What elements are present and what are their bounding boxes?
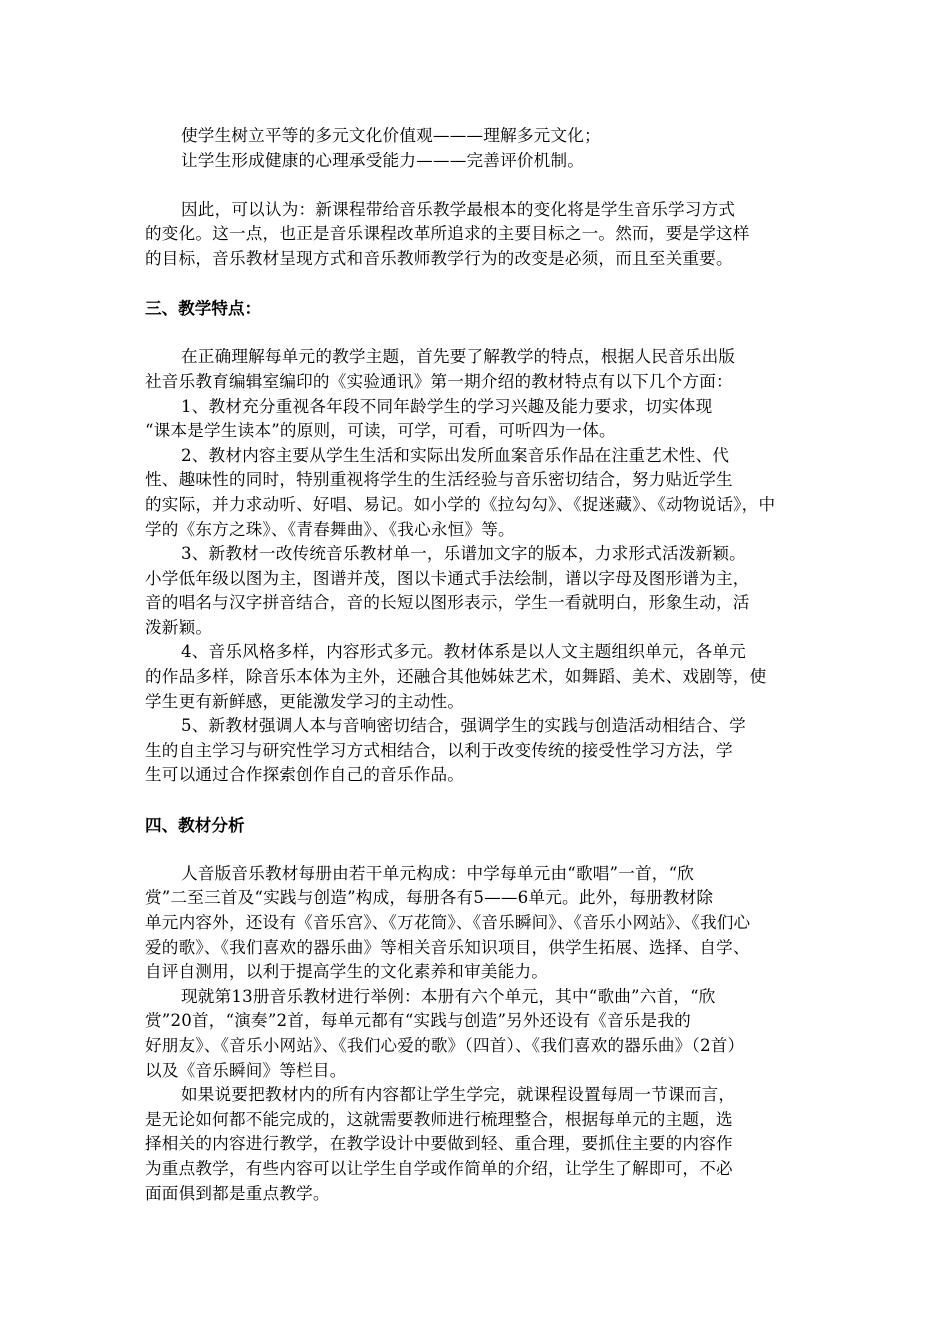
point3-line-2: 小学低年级以图为主，图谱并茂，图以卡通式手法绘制，谱以字母及图形谱为主，: [145, 568, 750, 588]
section3-lead-line-1: 在正确理解每单元的教学主题，首先要了解教学的特点，根据人民音乐出版: [181, 347, 736, 367]
point5-line-3: 生可以通过合作探索创作自己的音乐作品。: [145, 765, 465, 785]
analysis-para3-line-5: 面面俱到都是重点教学。: [145, 1183, 330, 1203]
point2-line-3: 的实际，并力求动听、好唱、易记。如小学的《拉勾勾》、《捉迷藏》、《动物说话》，中: [145, 494, 776, 514]
analysis-para3-line-1: 如果说要把教材内的所有内容都让学生学完，就课程设置每周一节课而言，: [181, 1085, 736, 1105]
intro-line-2: 让学生形成健康的心理承受能力———完善评价机制。: [181, 150, 585, 170]
point4-line-3: 学生更有新鲜感，更能激发学习的主动性。: [145, 691, 465, 711]
point5-line-2: 生的自主学习与研究性学习方式相结合，以利于改变传统的接受性学习方法，学: [145, 740, 733, 760]
point3-line-3: 音的唱名与汉字拼音结合，音的长短以图形表示，学生一看就明白，形象生动，活: [145, 593, 750, 613]
section-heading-teaching-features: 三、教学特点：: [145, 298, 262, 319]
conclusion-line-3: 的目标，音乐教材呈现方式和音乐教师教学行为的改变是必须，而且至关重要。: [145, 248, 733, 268]
conclusion-line-2: 的变化。这一点，也正是音乐课程改革所追求的主要目标之一。然而，要是学这样: [145, 224, 750, 244]
point3-line-1: 3、新教材一改传统音乐教材单一，乐谱加文字的版本，力求形式活泼新颖。: [181, 544, 746, 564]
analysis-para2-line-4: 以及《音乐瞬间》等栏目。: [145, 1060, 347, 1080]
section-heading-textbook-analysis: 四、教材分析: [145, 814, 245, 835]
analysis-para1-line-1: 人音版音乐教材每册由若干单元构成：中学每单元由“歌唱”一首，“欣: [181, 863, 695, 883]
conclusion-line-1: 因此，可以认为：新课程带给音乐教学最根本的变化将是学生音乐学习方式: [181, 199, 736, 219]
analysis-para2-line-2: 赏”20首，“演奏”2首，每单元都有“实践与创造”另外还设有《音乐是我的: [145, 1011, 691, 1031]
point1-line-2: “课本是学生读本”的原则，可读，可学，可看，可听四为一体。: [145, 421, 616, 441]
point4-line-1: 4、音乐风格多样，内容形式多元。教材体系是以人文主题组织单元，各单元: [181, 642, 746, 662]
point3-line-4: 泼新颖。: [145, 617, 213, 637]
section3-lead-line-2: 社音乐教育编辑室编印的《实验通讯》第一期介绍的教材特点有以下几个方面：: [145, 371, 733, 391]
analysis-para3-line-3: 择相关的内容进行教学，在教学设计中要做到轻、重合理，要抓住主要的内容作: [145, 1134, 733, 1154]
point1-line-1: 1、教材充分重视各年段不同年龄学生的学习兴趣及能力要求，切实体现: [181, 396, 713, 416]
point5-line-1: 5、新教材强调人本与音响密切结合，强调学生的实践与创造活动相结合、学: [181, 716, 746, 736]
analysis-para1-line-3: 单元内容外，还设有《音乐宫》、《万花筒》、《音乐瞬间》、《音乐小网站》、《我们心: [145, 913, 751, 932]
point4-line-2: 的作品多样，除音乐本体为主外，还融合其他姊妹艺术，如舞蹈、美术、戏剧等，使: [145, 667, 767, 687]
analysis-para3-line-2: 是无论如何都不能完成的，这就需要教师进行梳理整合，根据每单元的主题，选: [145, 1109, 733, 1129]
point2-line-4: 学的《东方之珠》、《青春舞曲》、《我心永恒》等。: [145, 519, 515, 539]
analysis-para1-line-4: 爱的歌》、《我们喜欢的器乐曲》等相关音乐知识项目，供学生拓展、选择、自学、: [145, 937, 750, 957]
point2-line-1: 2、教材内容主要从学生生活和实际出发所血案音乐作品在注重艺术性、代: [181, 445, 730, 465]
point2-line-2: 性、趣味性的同时，特别重视将学生的生活经验与音乐密切结合，努力贴近学生: [145, 470, 733, 490]
intro-line-1: 使学生树立平等的多元文化价值观———理解多元文化；: [181, 126, 601, 145]
analysis-para1-line-2: 赏”二至三首及“实践与创造”构成，每册各有5——6单元。此外，每册教材除: [145, 888, 714, 908]
analysis-para1-line-5: 自评自测用，以利于提高学生的文化素养和审美能力。: [145, 962, 549, 982]
analysis-para2-line-3: 好朋友》、《音乐小网站》、《我们心爱的歌》（四首）、《我们喜欢的器乐曲》（2首）: [145, 1035, 745, 1055]
analysis-para2-line-1: 现就第13册音乐教材进行举例：本册有六个单元，其中“歌曲”六首，“欣: [181, 986, 716, 1006]
document-page: [145, 124, 810, 1206]
analysis-para3-line-4: 为重点教学，有些内容可以让学生自学或作简单的介绍，让学生了解即可，不必: [145, 1158, 733, 1178]
